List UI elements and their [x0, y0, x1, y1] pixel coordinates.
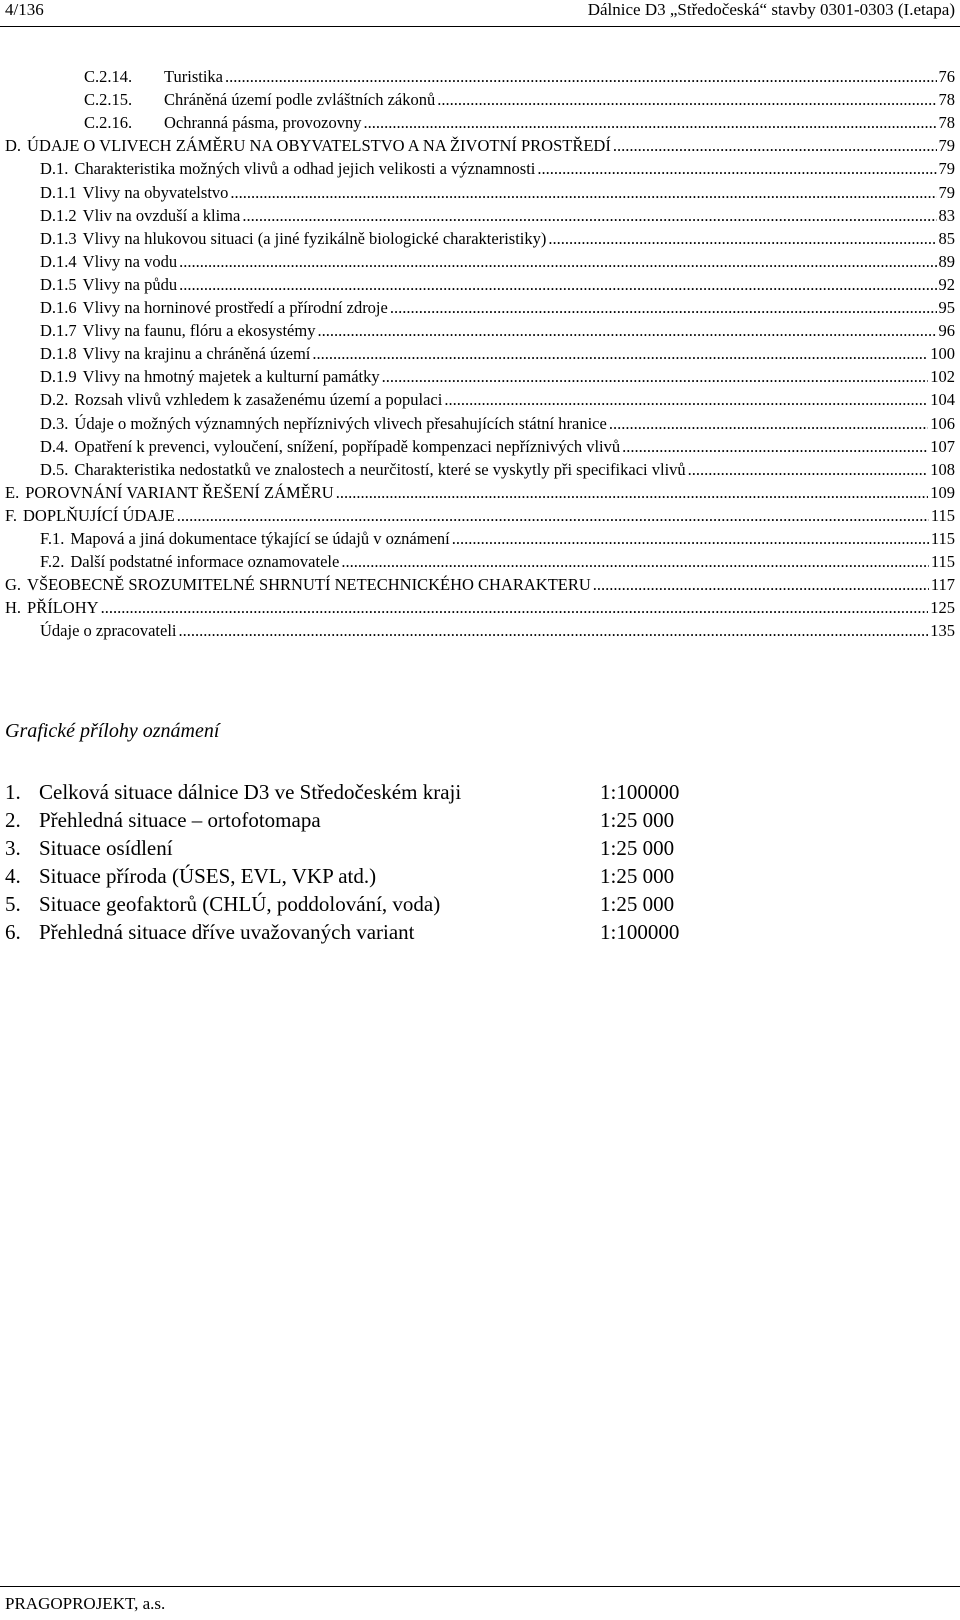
dot-leader [609, 412, 928, 436]
toc-label: VŠEOBECNĚ SROZUMITELNÉ SHRNUTÍ NETECHNICKÉHO CHARAKTERU [27, 575, 591, 595]
toc-page: 117 [930, 575, 955, 595]
toc-label: Údaje o možných významných nepříznivých vlivech přesahujících státní hranice [74, 413, 607, 433]
toc-page: 96 [938, 321, 955, 341]
toc-label: POROVNÁNÍ VARIANT ŘEŠENÍ ZÁMĚRU [25, 482, 334, 502]
toc-label: Vlivy na faunu, flóru a ekosystémy [82, 321, 316, 341]
toc-row [40, 273, 955, 297]
toc-label: Charakteristika možných vlivů a odhad jejich velikosti a významnosti [74, 159, 536, 179]
toc-row [84, 88, 955, 112]
annex-index: 2. [5, 808, 21, 832]
annex-item [5, 806, 675, 834]
toc-page: 115 [930, 505, 955, 525]
toc-label: Vliv na ovzduší a klima [82, 205, 241, 225]
toc-row [5, 596, 955, 620]
annex-name: Situace geofaktorů (CHLÚ, poddolování, voda) [39, 892, 441, 916]
annex-scale: 1:25 000 [600, 808, 675, 832]
annex-index: 4. [5, 864, 21, 888]
toc-number: D.1.2 [40, 205, 77, 225]
toc-number: D.1.7 [40, 321, 77, 341]
toc-page: 79 [938, 159, 955, 179]
toc-number: D.1. [40, 159, 69, 179]
toc-page: 125 [930, 598, 955, 618]
annex-name: Přehledná situace – ortofotomapa [39, 808, 321, 832]
toc-number: D.1.8 [40, 344, 77, 364]
dot-leader [177, 504, 929, 528]
page-number: 4/136 [5, 0, 44, 19]
toc-label: Vlivy na půdu [82, 274, 178, 294]
toc-label: Vlivy na krajinu a chráněná území [82, 344, 311, 364]
dot-leader [382, 365, 929, 389]
toc-row [5, 481, 955, 505]
annex-index: 3. [5, 836, 21, 860]
toc-row [40, 365, 955, 389]
toc-label: Chráněná území podle zvláštních zákonů [164, 90, 436, 110]
toc-label: Další podstatné informace oznamovatele [70, 552, 340, 572]
toc-page: 115 [930, 529, 955, 548]
toc-number: C.2.14. [84, 67, 133, 86]
toc-row [40, 296, 955, 320]
toc-page: 76 [938, 67, 955, 86]
toc-row [84, 111, 955, 135]
toc-row [40, 250, 955, 274]
annex-item [5, 918, 680, 946]
toc-number: C.2.15. [84, 90, 133, 110]
toc-label: Ochranná pásma, provozovny [164, 113, 362, 133]
dot-leader [336, 481, 929, 505]
toc-label: Charakteristika nedostatků ve znalostech a neurčitostí, které se vyskytly při specifikaci vlivů [74, 459, 686, 479]
dot-leader [225, 65, 937, 89]
toc-number: F.1. [40, 529, 65, 548]
dot-leader [390, 296, 937, 320]
toc-row [5, 573, 955, 597]
toc-number: F. [5, 505, 17, 525]
dot-leader [317, 319, 936, 343]
toc-number: H. [5, 598, 22, 618]
annex-scale: 1:100000 [600, 780, 680, 804]
annex-item [5, 890, 675, 918]
toc-number: D.1.1 [40, 182, 77, 202]
toc-row [40, 227, 955, 251]
page-header [0, 0, 960, 27]
toc-page: 135 [930, 621, 955, 641]
toc-page: 104 [930, 390, 955, 410]
toc-label: Mapová a jiná dokumentace týkající se údajů v oznámení [70, 529, 450, 548]
toc-page: 92 [938, 274, 955, 294]
toc-label: Opatření k prevenci, vyloučení, snížení, popřípadě kompenzaci nepříznivých vlivů [74, 436, 621, 456]
annex-name: Situace příroda (ÚSES, EVL, VKP atd.) [39, 864, 377, 888]
toc-page: 109 [930, 482, 955, 502]
annex-scale: 1:100000 [600, 920, 680, 944]
toc-label: Vlivy na horninové prostředí a přírodní zdroje [82, 298, 388, 317]
toc-row [40, 342, 955, 366]
toc-label: DOPLŇUJÍCÍ ÚDAJE [22, 505, 175, 525]
toc-page: 107 [930, 436, 955, 456]
toc-number: D.3. [40, 413, 69, 433]
document-title: Dálnice D3 „Středočeská“ stavby 0301-0303 (I.etapa) [587, 0, 955, 19]
toc-number: G. [5, 575, 22, 595]
dot-leader [230, 181, 936, 205]
toc-label: Rozsah vlivů vzhledem k zasaženému území a populaci [74, 390, 443, 410]
toc-label: Vlivy na hmotný majetek a kulturní památky [82, 367, 380, 387]
toc-row [40, 412, 955, 436]
toc-label: PŘÍLOHY [27, 598, 99, 618]
toc-page: 102 [930, 367, 955, 387]
dot-leader [437, 88, 936, 112]
toc-row [40, 435, 955, 459]
toc-row [84, 65, 955, 89]
toc-row [40, 619, 955, 643]
dot-leader [593, 573, 929, 597]
toc-row [40, 319, 955, 343]
toc-number: E. [5, 482, 20, 502]
toc-page: 78 [938, 113, 955, 133]
dot-leader [101, 596, 929, 620]
annex-name: Situace osídlení [39, 836, 173, 860]
toc-number: C.2.16. [84, 113, 133, 133]
toc-number: D. [5, 136, 22, 156]
toc-page: 79 [938, 136, 955, 156]
toc-page: 79 [938, 182, 955, 202]
annex-item [5, 834, 675, 862]
toc-page: 100 [930, 344, 955, 364]
dot-leader [452, 527, 929, 551]
dot-leader [688, 458, 929, 482]
toc-number: D.4. [40, 436, 69, 456]
toc-page: 115 [930, 552, 955, 572]
toc-number: D.1.4 [40, 251, 77, 271]
toc-number: F.2. [40, 552, 65, 572]
dot-leader [242, 204, 936, 228]
toc-page: 78 [938, 90, 955, 110]
toc-label: Vlivy na obyvatelstvo [82, 182, 229, 202]
dot-leader [179, 250, 936, 274]
annex-title: Grafické přílohy oznámení [5, 720, 220, 742]
dot-leader [312, 342, 928, 366]
dot-leader [613, 134, 937, 158]
annex-name: Přehledná situace dříve uvažovaných variant [39, 920, 415, 944]
dot-leader [548, 227, 936, 251]
toc-label: Údaje o zpracovateli [40, 621, 177, 641]
annex-item [5, 778, 680, 806]
toc-label: ÚDAJE O VLIVECH ZÁMĚRU NA OBYVATELSTVO A NA ŽIVOTNÍ PROSTŘEDÍ [27, 136, 611, 156]
page-footer [0, 1586, 960, 1613]
toc-number: D.5. [40, 459, 69, 479]
dot-leader [179, 619, 929, 643]
dot-leader [341, 550, 929, 574]
dot-leader [363, 111, 936, 135]
toc-row [40, 527, 955, 551]
toc-number: D.1.9 [40, 367, 77, 387]
toc-number: D.1.5 [40, 274, 77, 294]
toc-row [40, 388, 955, 412]
dot-leader [622, 435, 928, 459]
annex-index: 6. [5, 920, 21, 944]
toc-row [5, 504, 955, 528]
toc-number: D.1.6 [40, 298, 77, 317]
toc-page: 106 [930, 413, 955, 433]
annex-index: 1. [5, 780, 21, 804]
toc-page: 89 [938, 251, 955, 271]
toc-label: Turistika [164, 67, 223, 86]
toc-number: D.1.3 [40, 228, 77, 248]
toc-page: 95 [938, 298, 955, 317]
dot-leader [537, 157, 936, 181]
footer-company: PRAGOPROJEKT, a.s. [5, 1594, 166, 1613]
annex-name: Celková situace dálnice D3 ve Středočeském kraji [39, 780, 462, 804]
dot-leader [179, 273, 936, 297]
toc-row [40, 181, 955, 205]
toc-row [40, 458, 955, 482]
annex-scale: 1:25 000 [600, 864, 675, 888]
annex-scale: 1:25 000 [600, 892, 675, 916]
toc-page: 83 [938, 205, 955, 225]
toc-label: Vlivy na hlukovou situaci (a jiné fyzikálně biologické charakteristiky) [82, 228, 547, 248]
toc-row [40, 157, 955, 181]
toc-row [40, 204, 955, 228]
toc-row [5, 134, 955, 158]
annex-scale: 1:25 000 [600, 836, 675, 860]
toc-number: D.2. [40, 390, 69, 410]
toc-label: Vlivy na vodu [82, 251, 178, 271]
dot-leader [444, 388, 928, 412]
toc-row [40, 550, 955, 574]
toc-page: 108 [930, 459, 955, 479]
toc-page: 85 [938, 228, 955, 248]
annex-index: 5. [5, 892, 21, 916]
annex-item [5, 862, 675, 890]
